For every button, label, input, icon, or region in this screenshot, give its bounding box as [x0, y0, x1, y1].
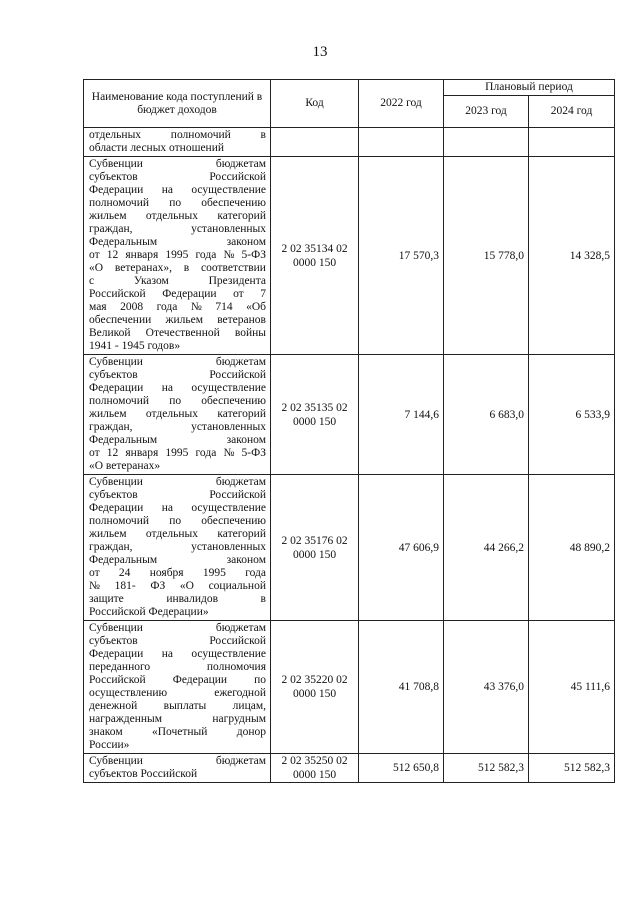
- word: граждан,: [89, 421, 133, 433]
- revenue-name-line: [89, 158, 266, 171]
- revenue-name-line: [89, 184, 266, 197]
- word: бюджетам: [215, 755, 266, 767]
- revenue-name-line: [89, 395, 266, 408]
- word: Российской: [89, 674, 146, 686]
- word: от: [89, 249, 100, 261]
- word: 181-: [114, 580, 136, 592]
- revenue-name-line: [89, 567, 266, 580]
- revenue-name-line: [89, 502, 266, 515]
- table-row: [84, 355, 615, 475]
- word: по: [169, 395, 182, 407]
- revenue-name-line: [89, 223, 266, 236]
- word: Федеральным: [89, 236, 158, 248]
- word: жильем: [89, 408, 127, 420]
- word: от: [89, 447, 100, 459]
- word: отдельных: [145, 210, 198, 222]
- revenue-name-line: [89, 674, 266, 687]
- word: января: [125, 249, 159, 261]
- word: установленных: [191, 541, 266, 553]
- word: Федеральным: [89, 434, 158, 446]
- revenue-name-cell: [84, 128, 271, 157]
- word: бюджетам: [215, 158, 266, 170]
- word: Президента: [208, 275, 266, 287]
- revenue-name-line: [89, 210, 266, 223]
- revenue-name-line: [89, 489, 266, 502]
- revenue-code-line: 0000 150: [292, 769, 337, 781]
- word: лицам,: [232, 700, 266, 712]
- revenue-code-cell: [271, 128, 359, 157]
- table-row: [84, 128, 615, 157]
- word: выплаты: [163, 700, 207, 712]
- word: 1995: [202, 567, 226, 579]
- revenue-name-line: [89, 580, 266, 593]
- word: бюджетам: [215, 622, 266, 634]
- revenue-name-line: Российской Федерации»: [89, 606, 209, 618]
- amount-v2024-cell: 512 582,3: [529, 754, 615, 783]
- word: инвалидов: [166, 593, 219, 605]
- word: 5-ФЗ: [241, 249, 266, 261]
- word: установленных: [191, 421, 266, 433]
- revenue-name-line: [89, 713, 266, 726]
- revenue-name-line: [89, 528, 266, 541]
- page-number: 13: [312, 44, 328, 60]
- revenue-name-line: [89, 726, 266, 739]
- word: защите: [89, 593, 124, 605]
- word: от: [89, 567, 100, 579]
- word: законом: [226, 236, 266, 248]
- word: на: [161, 648, 173, 660]
- header-2022: 2022 год: [359, 80, 444, 128]
- word: года: [195, 447, 217, 459]
- word: полномочий: [89, 395, 149, 407]
- amount-v2023-cell: 6 683,0: [444, 355, 529, 475]
- word: нагрудным: [212, 713, 266, 725]
- word: жильем: [89, 210, 127, 222]
- revenue-name-line: [89, 327, 266, 340]
- amount-v2023-cell: 43 376,0: [444, 621, 529, 754]
- word: Субвенции: [89, 622, 143, 634]
- word: отдельных: [89, 129, 142, 141]
- revenue-name-line: [89, 648, 266, 661]
- word: установленных: [191, 223, 266, 235]
- word: обеспечению: [201, 515, 266, 527]
- word: на: [161, 382, 173, 394]
- revenue-name-line: России»: [89, 739, 130, 751]
- word: Федерации: [89, 648, 144, 660]
- revenue-code-cell: [271, 157, 359, 355]
- revenue-name-line: субъектов Российской: [89, 768, 198, 780]
- revenue-name-line: [89, 369, 266, 382]
- word: полномочия: [206, 661, 266, 673]
- word: «О: [89, 262, 104, 274]
- word: войны: [234, 327, 266, 339]
- header-2024: 2024 год: [529, 96, 615, 128]
- word: жильем: [89, 528, 127, 540]
- revenue-name-line: [89, 197, 266, 210]
- revenue-code-cell: [271, 475, 359, 621]
- word: 2008: [120, 301, 144, 313]
- word: №: [223, 447, 235, 459]
- word: Федерации: [89, 502, 144, 514]
- word: ФЗ: [150, 580, 166, 592]
- table-row: [84, 754, 615, 783]
- word: субъектов: [89, 635, 138, 647]
- word: на: [161, 184, 173, 196]
- amount-v2024-cell: 48 890,2: [529, 475, 615, 621]
- revenue-name-line: [89, 382, 266, 395]
- word: в: [183, 262, 190, 274]
- word: категорий: [217, 528, 266, 540]
- revenue-code-line: 2 02 35250 02: [281, 755, 348, 767]
- revenue-name-line: [89, 434, 266, 447]
- word: Российской: [89, 288, 146, 300]
- amount-v2022-cell: 47 606,9: [359, 475, 444, 621]
- word: года: [245, 567, 266, 579]
- word: осуществление: [191, 184, 266, 196]
- revenue-name-line: [89, 301, 266, 314]
- word: в: [260, 129, 266, 141]
- word: осуществление: [191, 648, 266, 660]
- revenue-name-line: [89, 314, 266, 327]
- word: Указом: [133, 275, 169, 287]
- word: отдельных: [145, 528, 198, 540]
- word: бюджетам: [215, 356, 266, 368]
- word: по: [169, 515, 182, 527]
- revenue-name-line: [89, 515, 266, 528]
- word: обеспечению: [201, 197, 266, 209]
- word: от: [233, 288, 244, 300]
- word: Федерации: [172, 674, 228, 686]
- revenue-name-line: [89, 755, 266, 768]
- word: граждан,: [89, 223, 133, 235]
- revenue-name-line: [89, 661, 266, 674]
- word: ветеранах»,: [114, 262, 172, 274]
- table-row: [84, 157, 615, 355]
- revenue-name-cell: [84, 621, 271, 754]
- revenue-name-line: [89, 171, 266, 184]
- word: Федерации: [162, 288, 217, 300]
- header-name: Наименование кода поступлений в бюджет доходов: [84, 80, 271, 128]
- revenue-name-line: [89, 476, 266, 489]
- revenue-name-line: [89, 262, 266, 275]
- revenue-name-line: [89, 356, 266, 369]
- word: граждан,: [89, 541, 133, 553]
- word: осуществлению: [89, 687, 168, 699]
- revenue-code-line: 0000 150: [292, 548, 337, 561]
- revenue-code-line: 0000 150: [292, 256, 337, 269]
- word: категорий: [217, 408, 266, 420]
- amount-v2023-cell: 15 778,0: [444, 157, 529, 355]
- word: по: [169, 197, 182, 209]
- word: в: [260, 593, 266, 605]
- revenue-code-line: 2 02 35134 02: [281, 242, 348, 255]
- word: «О: [179, 580, 194, 592]
- revenue-name-line: области лесных отношений: [89, 142, 225, 154]
- word: 12: [106, 249, 119, 261]
- word: ноября: [149, 567, 184, 579]
- revenue-code-line: 2 02 35176 02: [281, 534, 348, 547]
- word: ветеранов: [217, 314, 266, 326]
- amount-v2023-cell: 44 266,2: [444, 475, 529, 621]
- word: мая: [89, 301, 107, 313]
- word: №: [190, 301, 202, 313]
- revenue-name-line: [89, 447, 266, 460]
- word: Федерации: [89, 382, 144, 394]
- word: Отечественной: [145, 327, 220, 339]
- word: денежной: [89, 700, 138, 712]
- word: года: [156, 301, 178, 313]
- amount-v2022-cell: 41 708,8: [359, 621, 444, 754]
- word: отдельных: [145, 408, 198, 420]
- revenue-name-line: [89, 129, 266, 142]
- amount-v2024-cell: 14 328,5: [529, 157, 615, 355]
- word: Субвенции: [89, 755, 143, 767]
- word: субъектов: [89, 369, 138, 381]
- revenue-code-line: 2 02 35220 02: [281, 674, 348, 686]
- revenue-code-cell: [271, 754, 359, 783]
- word: Российской: [209, 369, 266, 381]
- budget-revenue-table: [83, 79, 615, 783]
- word: Великой: [89, 327, 131, 339]
- table-row: [84, 621, 615, 754]
- word: Субвенции: [89, 476, 143, 488]
- revenue-name-line: [89, 622, 266, 635]
- revenue-name-line: «О ветеранах»: [89, 460, 161, 472]
- revenue-name-cell: [84, 355, 271, 475]
- word: Субвенции: [89, 356, 143, 368]
- revenue-name-line: 1941 - 1945 годов»: [89, 340, 181, 352]
- amount-v2023-cell: [444, 128, 529, 157]
- word: Федеральным: [89, 554, 158, 566]
- header-code: Код: [271, 80, 359, 128]
- word: осуществление: [191, 382, 266, 394]
- word: законом: [226, 434, 266, 446]
- revenue-name-line: [89, 635, 266, 648]
- word: года: [195, 249, 217, 261]
- word: 12: [106, 447, 119, 459]
- word: бюджетам: [215, 476, 266, 488]
- word: знаком: [89, 726, 123, 738]
- revenue-name-line: [89, 541, 266, 554]
- word: с: [89, 275, 95, 287]
- word: №: [223, 249, 235, 261]
- revenue-name-cell: [84, 157, 271, 355]
- word: осуществление: [191, 502, 266, 514]
- revenue-code-cell: [271, 621, 359, 754]
- word: категорий: [217, 210, 266, 222]
- revenue-name-line: [89, 554, 266, 567]
- word: Субвенции: [89, 158, 143, 170]
- word: обеспечению: [201, 395, 266, 407]
- header-plan-period: Плановый период: [444, 80, 615, 96]
- amount-v2022-cell: 17 570,3: [359, 157, 444, 355]
- word: ежегодной: [214, 687, 266, 699]
- revenue-name-cell: [84, 754, 271, 783]
- word: Российской: [209, 635, 266, 647]
- revenue-name-line: [89, 288, 266, 301]
- table-row: [84, 475, 615, 621]
- revenue-name-line: [89, 408, 266, 421]
- amount-v2024-cell: 45 111,6: [529, 621, 615, 754]
- word: января: [125, 447, 159, 459]
- word: полномочий: [89, 197, 149, 209]
- word: обеспечении: [89, 314, 152, 326]
- word: Федерации: [89, 184, 144, 196]
- word: полномочий: [89, 515, 149, 527]
- revenue-name-line: [89, 593, 266, 606]
- word: 714: [215, 301, 233, 313]
- revenue-name-line: [89, 236, 266, 249]
- revenue-code-line: 0000 150: [292, 688, 337, 700]
- word: 7: [260, 288, 266, 300]
- word: соответствии: [200, 262, 266, 274]
- word: переданного: [89, 661, 151, 673]
- word: субъектов: [89, 489, 138, 501]
- revenue-code-line: 2 02 35135 02: [281, 401, 348, 414]
- revenue-name-line: [89, 421, 266, 434]
- word: законом: [226, 554, 266, 566]
- revenue-name-cell: [84, 475, 271, 621]
- amount-v2022-cell: 7 144,6: [359, 355, 444, 475]
- word: 24: [118, 567, 131, 579]
- word: награжденным: [89, 713, 163, 725]
- word: по: [254, 674, 266, 686]
- word: субъектов: [89, 171, 138, 183]
- word: Российской: [209, 171, 266, 183]
- amount-v2024-cell: 6 533,9: [529, 355, 615, 475]
- revenue-name-line: [89, 687, 266, 700]
- word: социальной: [208, 580, 266, 592]
- amount-v2022-cell: 512 650,8: [359, 754, 444, 783]
- word: «Почетный: [151, 726, 208, 738]
- revenue-name-line: [89, 275, 266, 288]
- word: 1995: [165, 447, 189, 459]
- word: Российской: [209, 489, 266, 501]
- revenue-code-line: 0000 150: [292, 415, 337, 428]
- amount-v2022-cell: [359, 128, 444, 157]
- word: 5-ФЗ: [241, 447, 266, 459]
- word: на: [161, 502, 173, 514]
- amount-v2024-cell: [529, 128, 615, 157]
- amount-v2023-cell: 512 582,3: [444, 754, 529, 783]
- word: полномочий: [170, 129, 231, 141]
- word: жильем: [165, 314, 203, 326]
- word: 1995: [165, 249, 189, 261]
- revenue-name-line: [89, 700, 266, 713]
- table-body: [84, 128, 615, 783]
- revenue-name-line: [89, 249, 266, 262]
- revenue-code-cell: [271, 355, 359, 475]
- word: «Об: [246, 301, 266, 313]
- header-2023: 2023 год: [444, 96, 529, 128]
- word: донор: [236, 726, 266, 738]
- word: №: [89, 580, 100, 592]
